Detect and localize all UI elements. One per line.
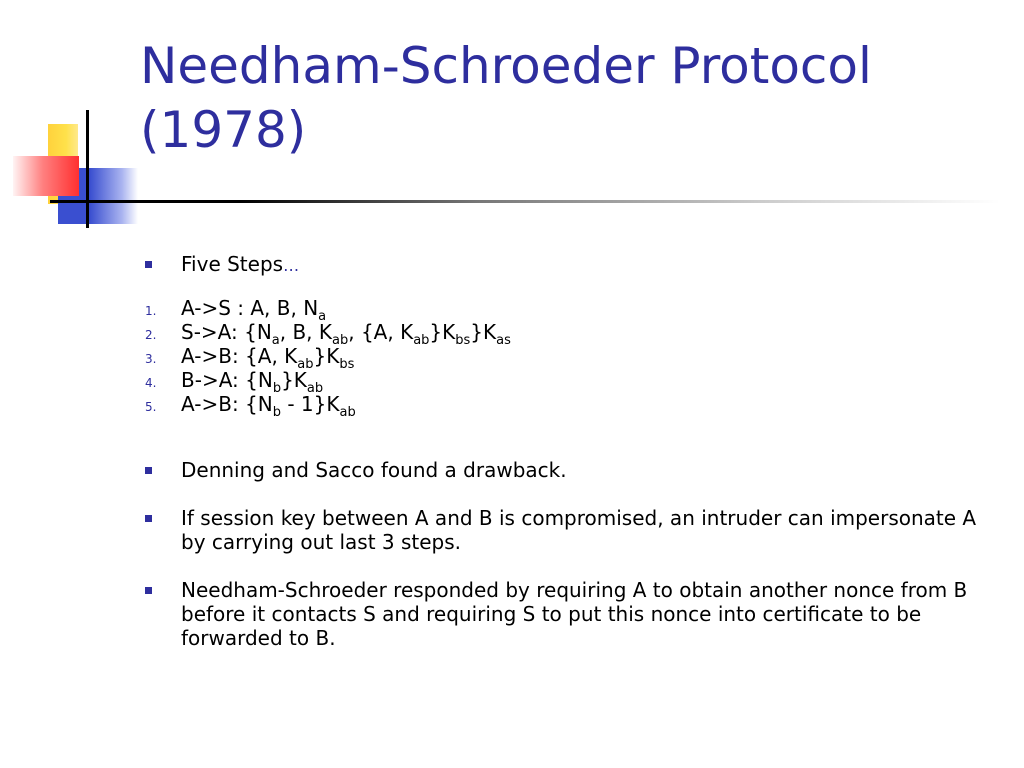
- step-text: }K: [429, 320, 456, 344]
- step-subscript: as: [496, 333, 511, 348]
- step-subscript: ab: [297, 357, 314, 372]
- protocol-step-3: [145, 344, 1005, 372]
- step-number: 4.: [145, 376, 157, 390]
- step-subscript: bs: [455, 333, 471, 348]
- bullet-text: Five Steps: [181, 252, 284, 276]
- protocol-step-4: [145, 368, 1005, 396]
- step-subscript: bs: [339, 357, 355, 372]
- step-subscript: a: [318, 309, 327, 324]
- step-text: A->S : A, B, N: [181, 296, 319, 320]
- step-text: B->A: {N: [181, 368, 273, 392]
- title-underline-rule: [50, 200, 1000, 203]
- step-text: }K: [470, 320, 497, 344]
- step-text: }K: [281, 368, 307, 392]
- bullet-denning: [145, 458, 1005, 482]
- red-square: [13, 156, 79, 196]
- step-text: A->B: {A, K: [181, 344, 298, 368]
- title-line-2: (1978): [140, 101, 307, 159]
- bullet-square-icon: [145, 261, 152, 268]
- step-number: 3.: [145, 352, 157, 366]
- step-text: }K: [313, 344, 340, 368]
- step-subscript: ab: [332, 333, 349, 348]
- step-number: 2.: [145, 328, 157, 342]
- vertical-rule: [86, 110, 89, 228]
- step-subscript: b: [272, 381, 282, 396]
- protocol-step-5: [145, 392, 1005, 420]
- ellipsis: …: [283, 256, 300, 275]
- bullet-session-key: [145, 506, 1005, 554]
- step-subscript: ab: [306, 381, 324, 396]
- step-subscript: b: [272, 405, 281, 420]
- title-line-1: Needham-Schroeder Protocol: [140, 37, 872, 95]
- step-text: , B, K: [279, 320, 333, 344]
- slide-title: [140, 34, 1000, 162]
- protocol-step-2: [145, 320, 1005, 348]
- protocol-steps-list: [145, 296, 1005, 420]
- step-text: , {A, K: [348, 320, 414, 344]
- bullet-square-icon: [145, 515, 152, 522]
- step-text: S->A: {N: [181, 320, 272, 344]
- step-number: 1.: [145, 304, 157, 318]
- step-subscript: a: [271, 333, 280, 348]
- slide-body: [145, 252, 1005, 650]
- step-subscript: ab: [339, 405, 356, 420]
- bullet-response: [145, 578, 1005, 650]
- bullet-square-icon: [145, 467, 152, 474]
- step-text: - 1}K: [280, 392, 340, 416]
- bullet-text: If session key between A and B is compromised, an intruder can impersonate A by carrying out last 3 steps.: [181, 506, 977, 554]
- step-number: 5.: [145, 400, 157, 414]
- step-subscript: ab: [413, 333, 430, 348]
- bullet-text: Denning and Sacco found a drawback.: [181, 458, 567, 482]
- bullet-text: Needham-Schroeder responded by requiring A to obtain another nonce from B before it contacts S and requiring S to put this nonce into certificate to be forwarded to B.: [181, 578, 968, 650]
- bullet-five-steps: [145, 252, 1005, 278]
- step-text: A->B: {N: [181, 392, 273, 416]
- bullet-square-icon: [145, 587, 152, 594]
- protocol-step-1: [145, 296, 1005, 324]
